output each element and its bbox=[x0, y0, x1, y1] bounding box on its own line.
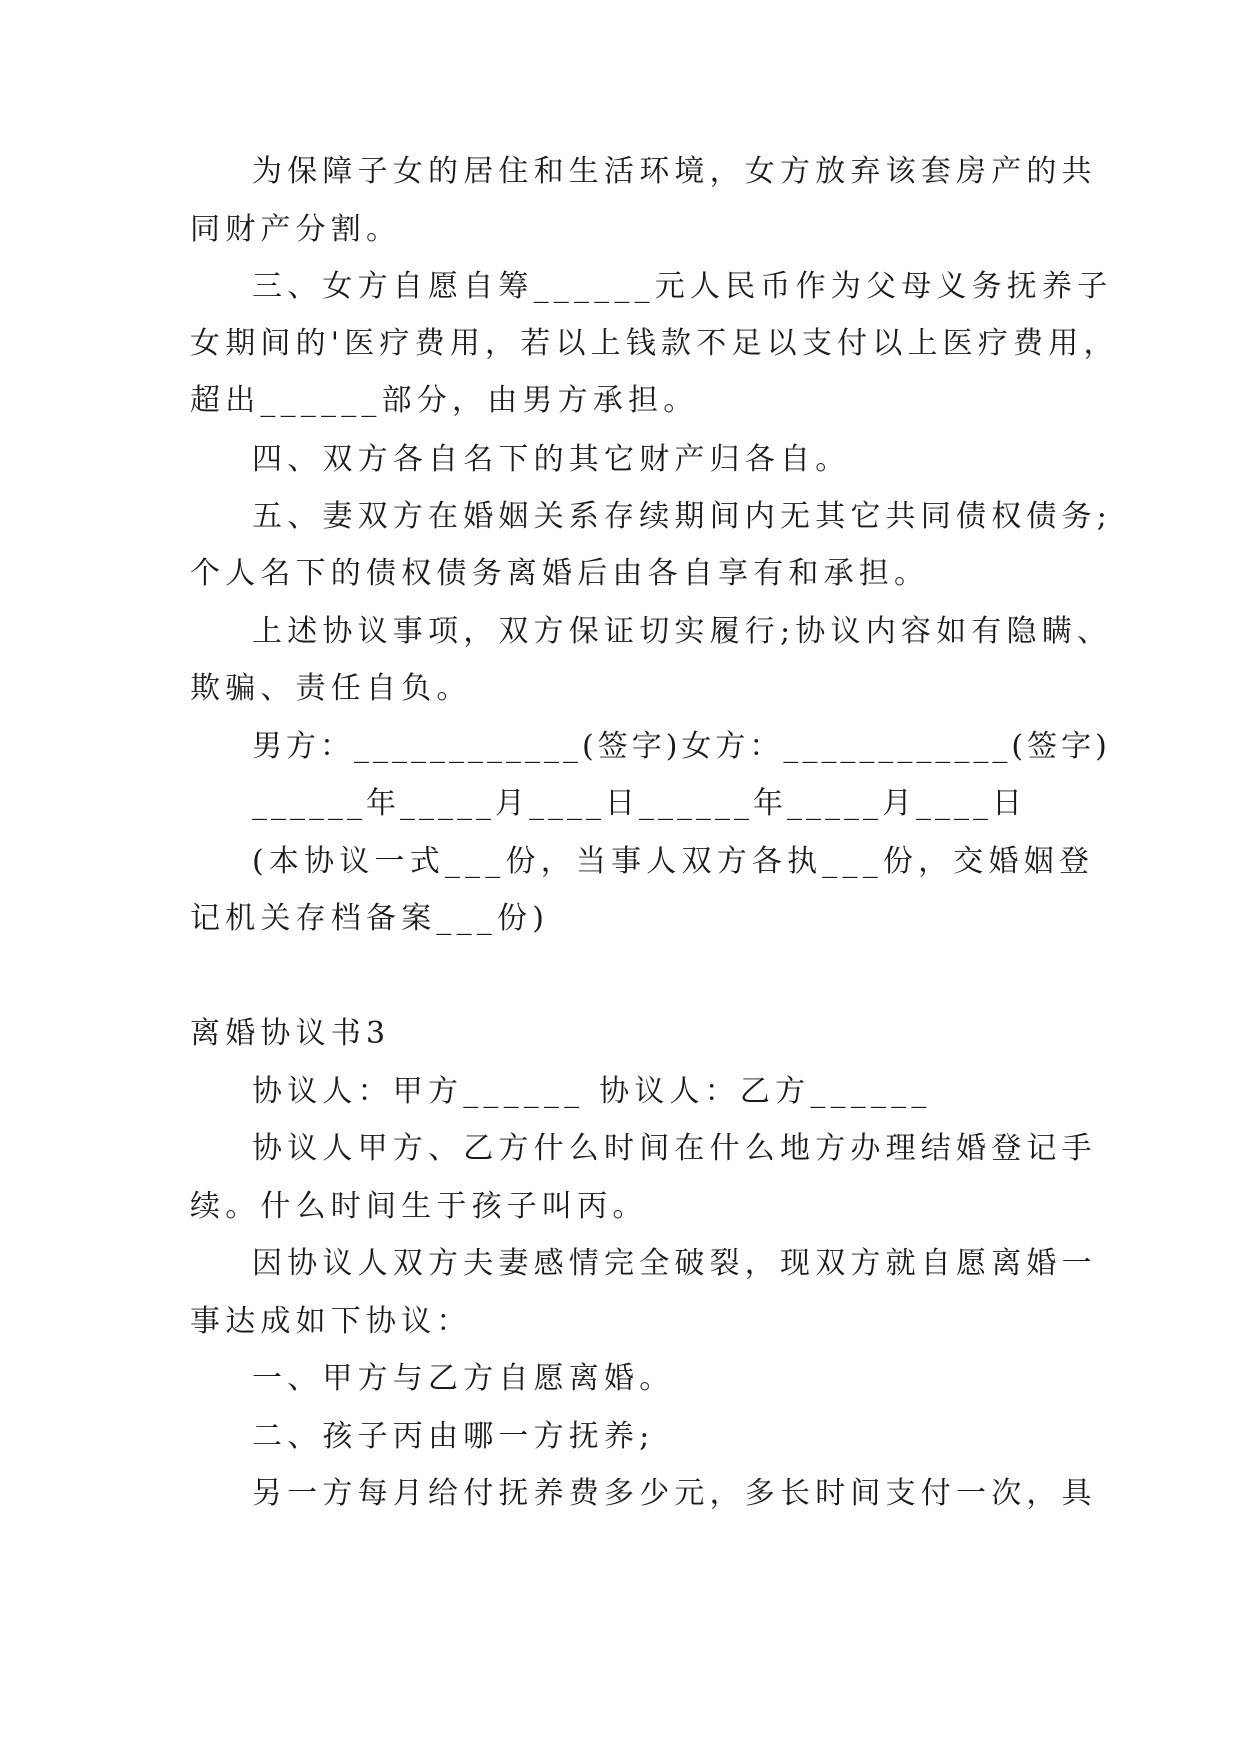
paragraph-line: 协议人甲方、乙方什么时间在什么地方办理结婚登记手 bbox=[252, 1131, 1097, 1166]
paragraph-line: 上述协议事项，双方保证切实履行;协议内容如有隐瞒、 bbox=[252, 614, 1113, 649]
signature-line: 男方：____________(签字)女方：____________(签字) bbox=[252, 729, 1111, 764]
paragraph-line: 记机关存档备案___份) bbox=[190, 901, 550, 936]
paragraph-line: 另一方每月给付抚养费多少元，多长时间支付一次，具 bbox=[252, 1476, 1097, 1511]
paragraph-line: 为保障子女的居住和生活环境，女方放弃该套房产的共 bbox=[252, 154, 1097, 189]
paragraph-line: 事达成如下协议： bbox=[190, 1304, 472, 1339]
date-line: ______年_____月____日______年_____月____日 bbox=[252, 786, 1026, 821]
list-item: 一、甲方与乙方自愿离婚。 bbox=[252, 1361, 675, 1396]
section-title: 离婚协议书3 bbox=[190, 1016, 391, 1051]
paragraph-line: 因协议人双方夫妻感情完全破裂，现双方就自愿离婚一 bbox=[252, 1246, 1097, 1281]
paragraph-line: 五、妻双方在婚姻关系存续期间内无其它共同债权债务; bbox=[252, 499, 1113, 534]
paragraph-line: (本协议一式___份，当事人双方各执___份，交婚姻登 bbox=[252, 844, 1095, 879]
paragraph-line: 个人名下的债权债务离婚后由各自享有和承担。 bbox=[190, 556, 930, 591]
paragraph-line: 四、双方各自名下的其它财产归各自。 bbox=[252, 442, 851, 477]
paragraph-line: 超出______部分，由男方承担。 bbox=[190, 383, 699, 418]
list-item: 二、孩子丙由哪一方抚养; bbox=[252, 1419, 655, 1454]
paragraph-line: 续。什么时间生于孩子叫丙。 bbox=[190, 1189, 648, 1224]
paragraph-line: 女期间的'医疗费用，若以上钱款不足以支付以上医疗费用， bbox=[190, 326, 1119, 361]
paragraph-line: 三、女方自愿自筹______元人民币作为父母义务抚养子 bbox=[252, 269, 1113, 304]
paragraph-line: 同财产分割。 bbox=[190, 212, 402, 247]
paragraph-line: 欺骗、责任自负。 bbox=[190, 671, 472, 706]
parties-line: 协议人：甲方______ 协议人：乙方______ bbox=[252, 1074, 932, 1109]
